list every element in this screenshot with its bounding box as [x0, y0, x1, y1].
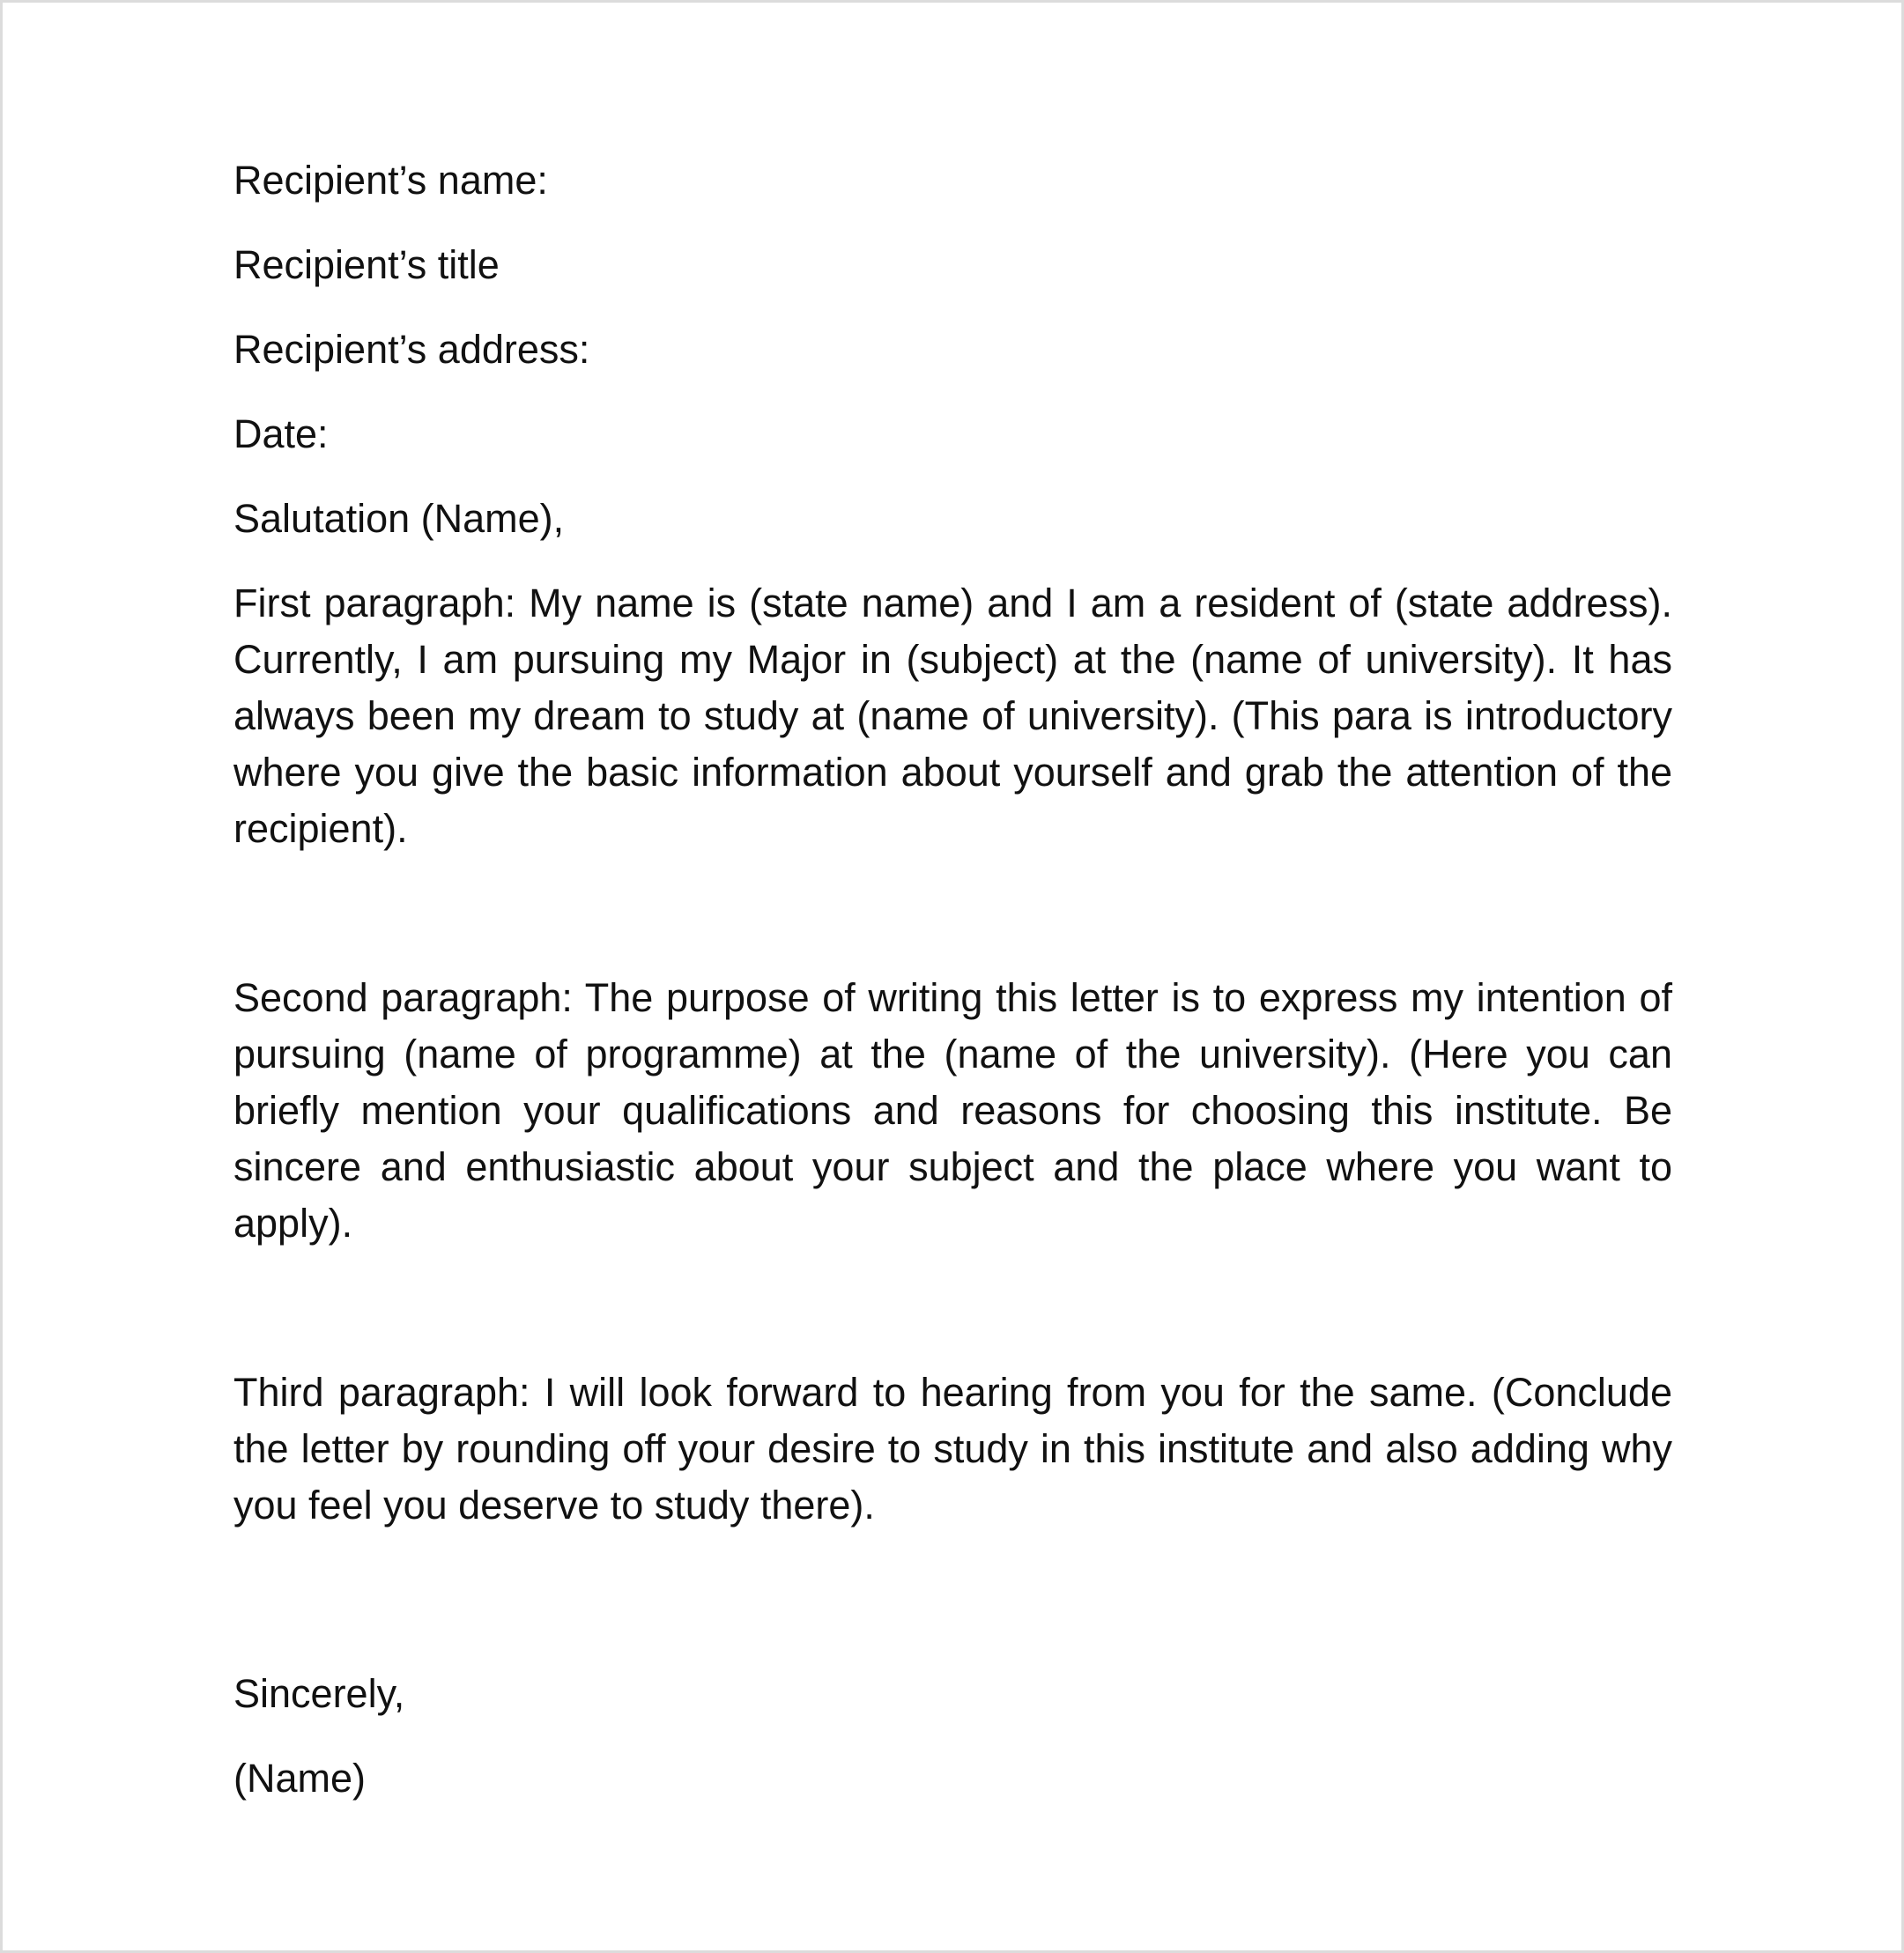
third-paragraph: Third paragraph: I will look forward to hearing from you for the same. (Conclude the letter by rounding off your desire to study in this institute and also adding why you feel you deserve to study there). [233, 1370, 1672, 1528]
signature-name: (Name) [233, 1756, 367, 1801]
letter-body [233, 152, 1672, 1835]
second-paragraph: Second paragraph: The purpose of writing this letter is to express my intention of pursuing (name of programme) at the (name of the university). (Here you can briefly mention your qualifications and reasons for choosing this institute. Be sincere and enthusiastic about your subject and the place where you want to apply). [233, 975, 1672, 1246]
recipient-name-line: Recipient’s name: [233, 158, 548, 203]
closing-line: Sincerely, [233, 1671, 405, 1716]
recipient-address-line: Recipient’s address: [233, 327, 590, 372]
salutation-line: Salutation (Name), [233, 496, 565, 541]
date-line: Date: [233, 411, 329, 456]
recipient-title-line: Recipient’s title [233, 242, 500, 287]
first-paragraph: First paragraph: My name is (state name) and I am a resident of (state address). Currently, I am pursuing my Major in (subject) at the (name of university). It has always been my dream to study at (name of university). (This para is introductory where you give the basic information about yourself and grab the attention of the recipient). [233, 581, 1672, 851]
